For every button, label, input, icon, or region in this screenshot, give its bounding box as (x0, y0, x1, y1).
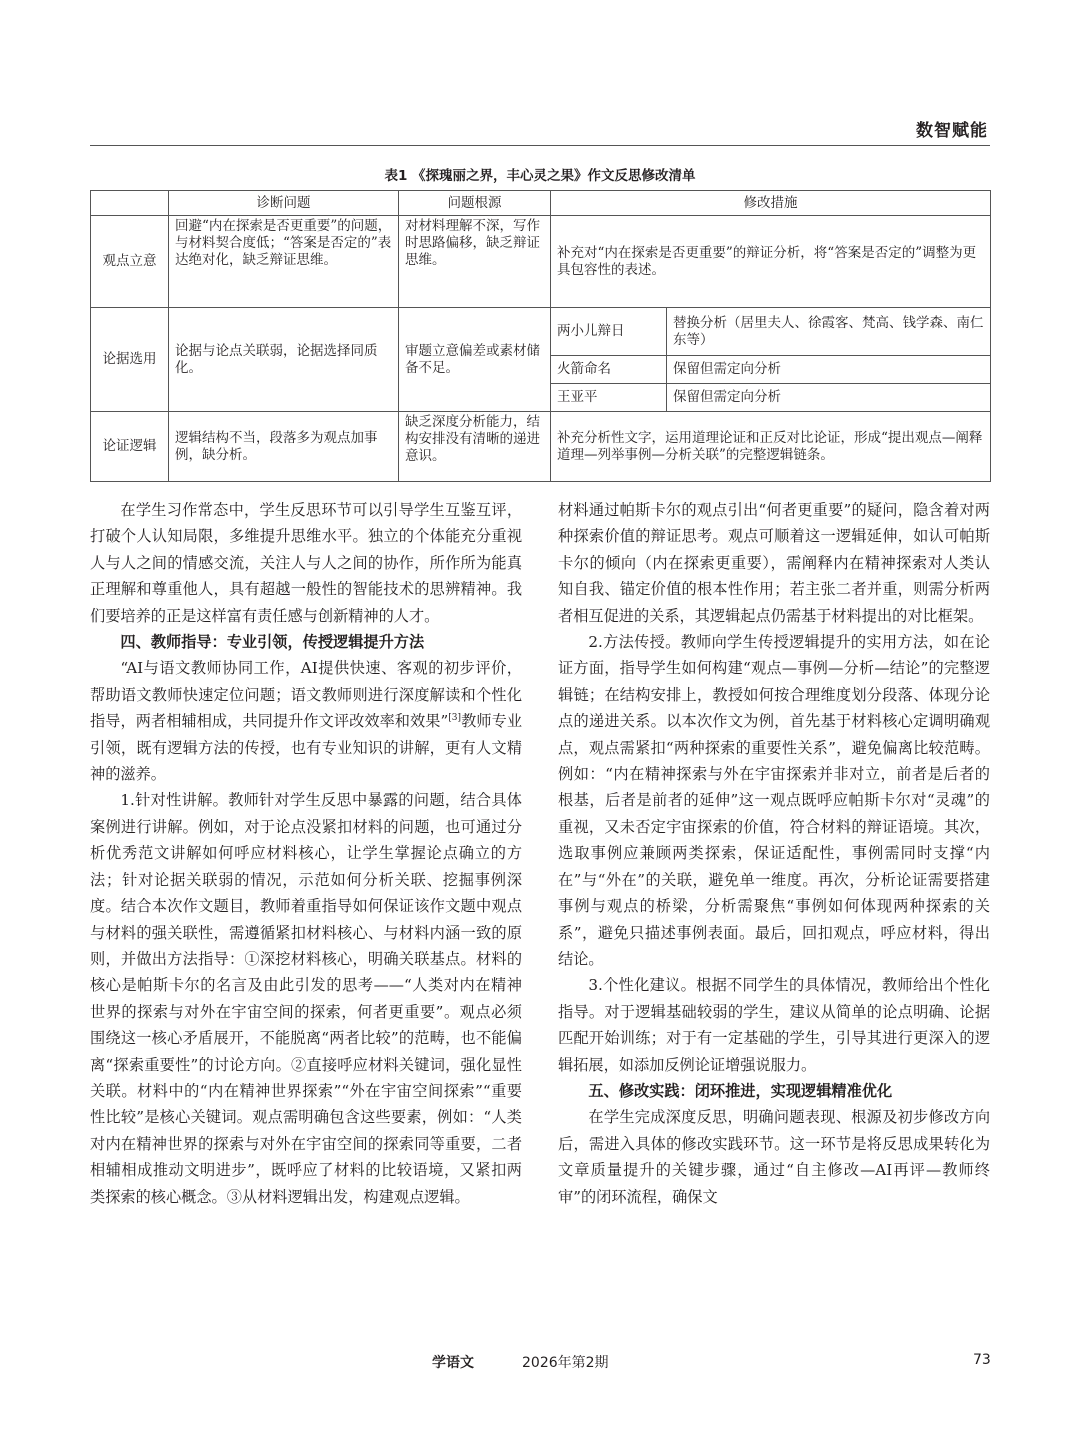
table-row (91, 308, 991, 356)
body-paragraph: 材料通过帕斯卡尔的观点引出“何者更重要”的疑问，隐含着对两种探索价值的辩证思考。观点可顺着这一逻辑延伸，如认可帕斯卡尔的倾向（内在探索更重要），需阐释内在精神探索对人类认知自我、锚定价值的根本性作用；若主张二者并重，则需分析两者相互促进的关系，其逻辑起点仍需基于材料提出的对比框架。 (558, 501, 990, 625)
evidence-item-cell: 王亚平 (551, 384, 667, 412)
body-paragraph: 在学生习作常态中，学生反思环节可以引导学生互鉴互评，打破个人认知局限，多维提升思维水平。独立的个体能充分重视人与人之间的情感交流，关注人与人之间的协作，所作所为能真正理解和尊重他人，具有超越一般性的智能技术的思辨精神。我们要培养的正是这样富有责任感与创新精神的人才。 (90, 501, 522, 625)
paragraph-text: 教师专业引领，既有逻辑方法的传授，也有专业知识的讲解，更有人文精神的滋养。 (90, 712, 523, 784)
evidence-action-cell: 替换分析（居里夫人、徐霞客、梵高、钱学森、南仁东等） (667, 308, 991, 356)
body-paragraph (90, 655, 522, 787)
root-cause-cell: 缺乏深度分析能力，结构安排没有清晰的递进意识。 (399, 412, 551, 482)
issue-label: 2026年第2期 (522, 1355, 609, 1371)
table-caption: 表1 《探瑰丽之界，丰心灵之果》作文反思修改清单 (384, 168, 696, 184)
root-cause-cell: 审题立意偏差或素材储备不足。 (399, 308, 551, 412)
body-paragraph: 在学生完成深度反思，明确问题表现、根源及初步修改方向后，需进入具体的修改实践环节。这一环节是将反思成果转化为文章质量提升的关键步骤，通过“自主修改—AI再评—教师终审”的闭环流程，确保文 (558, 1108, 990, 1206)
body-paragraph: 1.针对性讲解。教师针对学生反思中暴露的问题，结合具体案例进行讲解。例如，对于论点没紧扣材料的问题，也可通过分析优秀范文讲解如何呼应材料核心，让学生掌握论点确立的方法；针对论据关联弱的情况，示范如何分析关联、挖掘事例深度。结合本次作文题目，教师着重指导如何保证该作文题中观点与材料的强关联性，需遵循紧扣材料核心、与材料内涵一致的原则，并做出方法指导：①深挖材料核心，明确关联基点。材料的核心是帕斯卡尔的名言及由此引发的思考——“人类对内在精神世界的探索与对外在宇宙空间的探索，何者更重要”。观点必须围绕这一核心矛盾展开，不能脱离“两者比较”的范畴，也不能偏离“探索重要性”的讨论方向。②直接呼应材料关键词，强化显性关联。材料中的“内在精神世界探索”“外在宇宙空间探索”“重要性比较”是核心关键词。观点需明确包含这些要素，例如：“人类对内在精神世界的探索与对外在宇宙空间的探索同等重要，二者相辅相成推动文明进步”，既呼应了材料的比较语境，又紧扣两类探索的核心概念。③从材料逻辑出发，构建观点逻辑。 (90, 791, 522, 1206)
diagnosis-cell: 逻辑结构不当，段落多为观点加事例，缺分析。 (169, 412, 399, 482)
measure-cell: 补充对“内在探索是否更重要”的辩证分析，将“答案是否定的”调整为更具包容性的表述。 (551, 216, 991, 308)
evidence-item-cell: 火箭命名 (551, 356, 667, 384)
diagnosis-cell: 回避“内在探索是否更重要”的问题，与材料契合度低；“答案是否定的”表达绝对化，缺乏辩证思维。 (169, 216, 399, 308)
table-header-cell: 修改措施 (551, 191, 991, 216)
quote-text: “AI与语文教师协同工作，AI提供快速、客观的初步评价，帮助语文教师快速定位问题；语文教师则进行深度解读和个性化指导，两者相辅相成，共同提升作文评改效率和效果” (90, 659, 522, 731)
table-header-row (91, 191, 991, 216)
row-label: 论据选用 (91, 308, 169, 412)
table-header-cell: 诊断问题 (169, 191, 399, 216)
body-paragraph: 2.方法传授。教师向学生传授逻辑提升的实用方法，如在论证方面，指导学生如何构建“观点—事例—分析—结论”的完整逻辑链；在结构安排上，教授如何按合理维度划分段落、体现分论点的递进关系。以本次作文为例，首先基于材料核心定调明确观点，观点需紧扣“两种探索的重要性关系”，避免偏离比较范畴。例如：“内在精神探索与外在宇宙探索并非对立，前者是后者的根基，后者是前者的延伸”这一观点既呼应帕斯卡尔对“灵魂”的重视，又未否定宇宙探索的价值，符合材料的辩证语境。其次，选取事例应兼顾两类探索，保证适配性，事例需同时支撑“内在”与“外在”的关联，避免单一维度。再次，分析论证需要搭建事例与观点的桥梁，分析需聚焦“事例如何体现两种探索的关系”，避免只描述事例表面。最后，回扣观点，呼应材料，得出结论。 (558, 633, 990, 968)
table-row (91, 216, 991, 308)
evidence-item-cell: 两小儿辩日 (551, 308, 667, 356)
evidence-action-cell: 保留但需定向分析 (667, 356, 991, 384)
row-label: 观点立意 (91, 216, 169, 308)
table-row (91, 412, 991, 482)
page-number: 73 (973, 1352, 991, 1368)
revision-table (90, 190, 991, 482)
table-header-cell: 问题根源 (399, 191, 551, 216)
row-label: 论证逻辑 (91, 412, 169, 482)
measure-cell: 补充分析性文字，运用道理论证和正反对比论证，形成“提出观点—阐释道理—列举事例—分析关联”的完整逻辑链条。 (551, 412, 991, 482)
table-header-cell (91, 191, 169, 216)
section-title: 数智赋能 (916, 121, 988, 141)
body-paragraph: 3.个性化建议。根据不同学生的具体情况，教师给出个性化指导。对于逻辑基础较弱的学生，建议从简单的论点明确、论据匹配开始训练；对于有一定基础的学生，引导其进行更深入的逻辑拓展，如添加反例论证增强说服力。 (558, 976, 990, 1074)
diagnosis-cell: 论据与论点关联弱，论据选择同质化。 (169, 308, 399, 412)
header-divider (90, 145, 990, 146)
section-heading: 五、修改实践：闭环推进，实现逻辑精准优化 (588, 1081, 893, 1100)
left-column (90, 497, 522, 1210)
citation-mark: [3] (448, 713, 462, 724)
right-column (558, 497, 990, 1210)
evidence-action-cell: 保留但需定向分析 (667, 384, 991, 412)
journal-name: 学语文 (432, 1355, 474, 1371)
section-heading: 四、教师指导：专业引领，传授逻辑提升方法 (120, 633, 425, 652)
root-cause-cell: 对材料理解不深，写作时思路偏移，缺乏辩证思维。 (399, 216, 551, 308)
